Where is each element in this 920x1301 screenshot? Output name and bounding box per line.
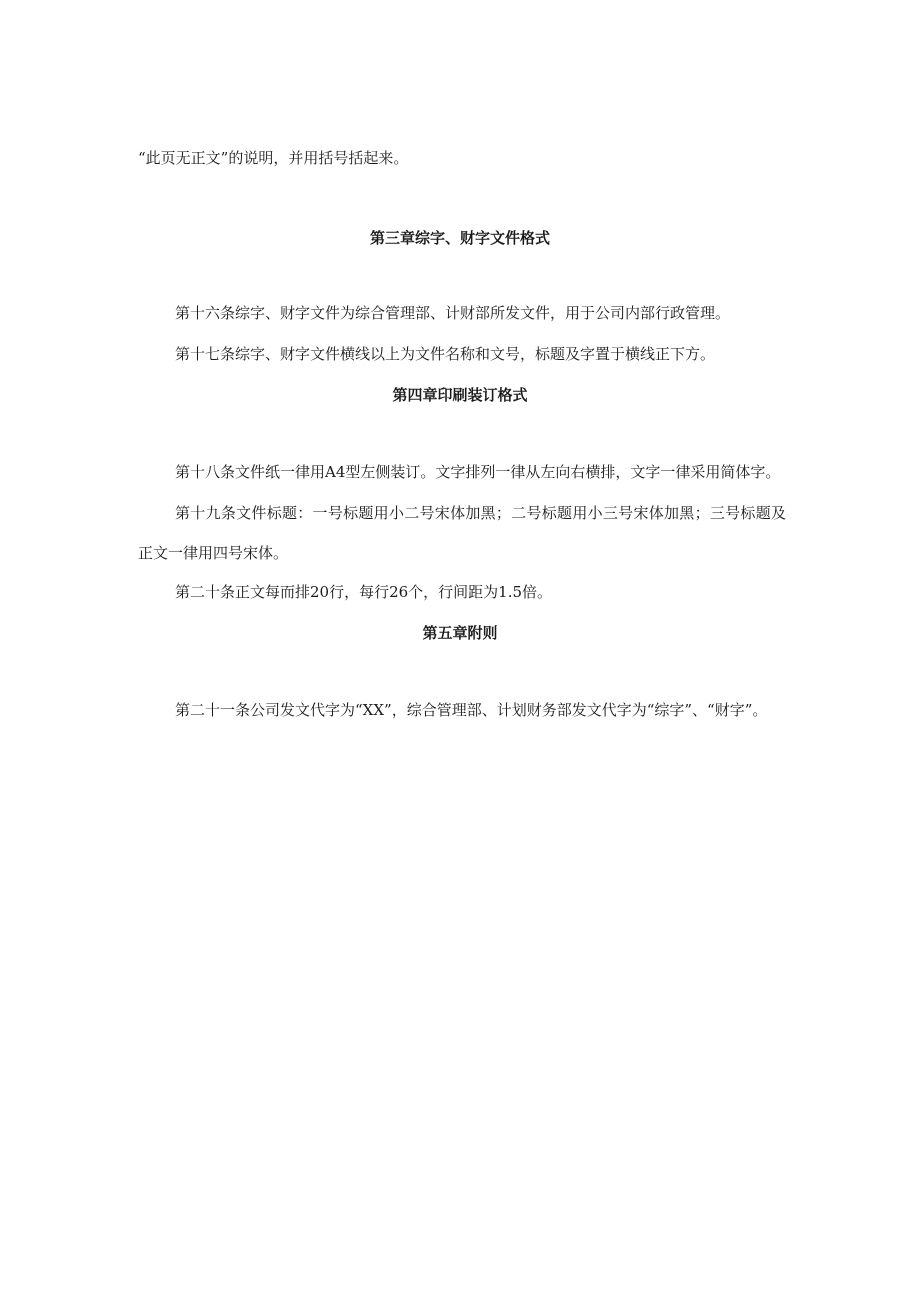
article-21-text: 第二十一条公司发文代字为“XX”，综合管理部、计划财务部发文代字为“综字”、“财字”。 [175, 701, 768, 719]
intro-continuation-text: “此页无正文”的说明，并用括号括起来。 [138, 149, 409, 167]
article-18-text: 第十八条文件纸一律用A4型左侧装订。文字排列一律从左向右横排，文字一律采用简体字。 [175, 463, 781, 481]
article-19-text: 第十九条文件标题：一号标题用小二号宋体加黑；二号标题用小三号宋体加黑；三号标题及正文一律用四号宋体。 [138, 504, 786, 562]
chapter-5-title: 第五章附则 [422, 624, 498, 642]
chapter-4-title: 第四章印刷装订格式 [392, 386, 528, 404]
article-20-text: 第二十条正文每而排20行，每行26个，行间距为1.5倍。 [175, 583, 553, 601]
chapter-3-title: 第三章综字、财字文件格式 [369, 229, 550, 247]
article-16-text: 第十六条综字、财字文件为综合管理部、计财部所发文件，用于公司内部行政管理。 [175, 304, 731, 322]
article-17-text: 第十七条综字、财字文件横线以上为文件名称和文号，标题及字置于横线正下方。 [175, 345, 716, 363]
